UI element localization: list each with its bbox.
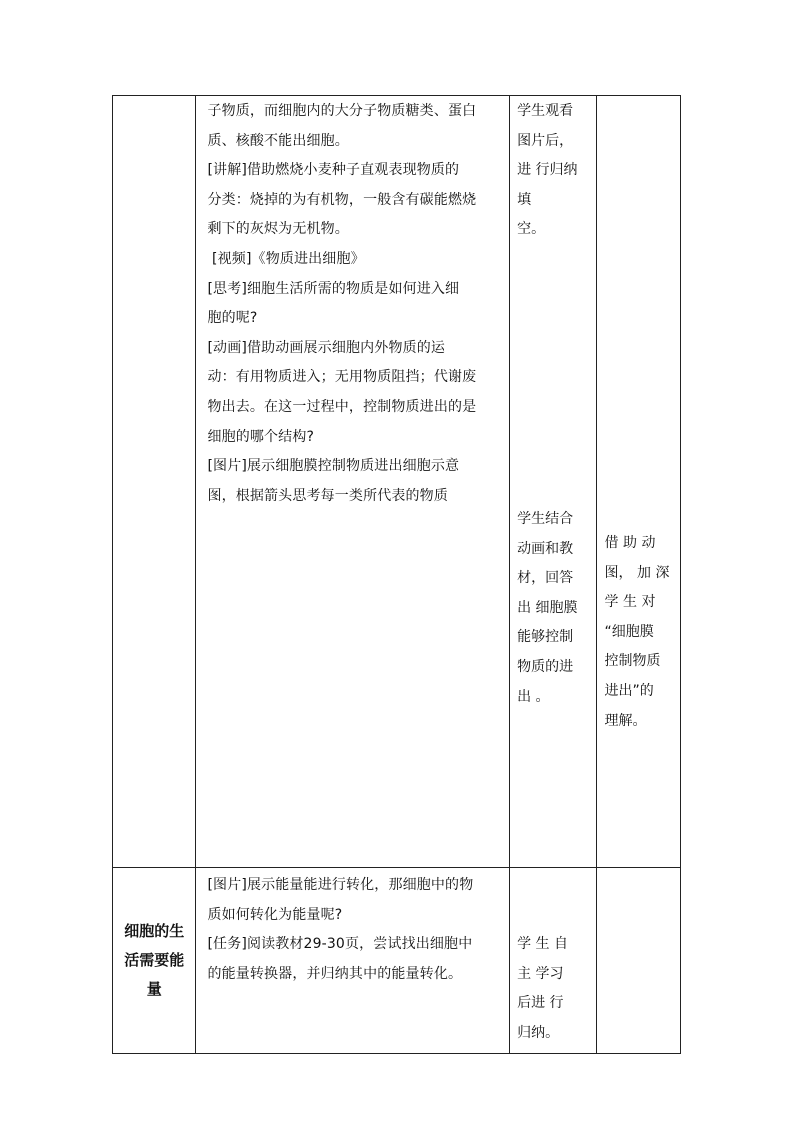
activity-line: 物质的进 xyxy=(517,658,574,675)
design-intent-cell xyxy=(596,868,680,1054)
content-line: [图片]展示细胞膜控制物质进出细胞示意 xyxy=(207,458,460,475)
activity-line: 学 生 自 xyxy=(517,936,568,952)
intent-line: 学 生 对 xyxy=(604,594,656,611)
activity-line: 填 xyxy=(517,191,532,208)
content-line: 动：有用物质进入；无用物质阻挡；代谢废 xyxy=(207,369,477,386)
content-line: 图，根据箭头思考每一类所代表的物质 xyxy=(207,487,448,504)
activity-line: 进 行归纳 xyxy=(517,162,578,179)
content-line: 的能量转换器，并归纳其中的能量转化。 xyxy=(207,965,463,982)
intent-line: 控制物质 xyxy=(604,653,661,670)
teacher-activity-cell xyxy=(196,96,510,868)
content-line: [动画]借助动画展示细胞内外物质的运 xyxy=(207,339,446,356)
activity-line: 空。 xyxy=(517,221,546,238)
content-line: [任务]阅读教材29-30页，尝试找出细胞中 xyxy=(207,936,473,953)
content-line: 质、核酸不能出细胞。 xyxy=(207,132,349,149)
topic-line: 细胞的生 xyxy=(124,922,185,940)
activity-line: 出 细胞膜 xyxy=(517,599,578,616)
content-line: 剩下的灰烬为无机物。 xyxy=(207,221,349,238)
content-line: [视频]《物质进出细胞》 xyxy=(207,250,365,267)
topic-line: 活需要能 xyxy=(124,951,185,969)
content-line: 细胞的哪个结构? xyxy=(207,428,315,445)
content-line: [讲解]借助燃烧小麦种子直观表现物质的 xyxy=(207,162,460,179)
activity-line: 主 学习 xyxy=(517,965,564,982)
student-activity-cell xyxy=(510,96,596,868)
intent-line: 图， 加 深 xyxy=(604,564,670,581)
intent-line: 借 助 动 xyxy=(604,535,656,551)
table-row xyxy=(113,868,681,1054)
student-activity-cell xyxy=(510,868,596,1054)
table-row xyxy=(113,96,681,868)
intent-line: 进出”的 xyxy=(604,682,654,699)
activity-line: 归纳。 xyxy=(517,1024,560,1041)
activity-line: 学生结合 xyxy=(517,510,574,527)
activity-line: 能够控制 xyxy=(517,629,574,646)
activity-line: 出 。 xyxy=(517,688,550,705)
topic-line: 量 xyxy=(146,980,162,998)
content-line: 胞的呢? xyxy=(207,310,258,327)
content-line: 分类：烧掉的为有机物，一般含有碳能燃烧 xyxy=(207,191,477,208)
content-line: 质如何转化为能量呢? xyxy=(207,906,343,923)
activity-line: 后进 行 xyxy=(517,995,564,1012)
lesson-plan-table xyxy=(112,95,681,1054)
content-line: [图片]展示能量能进行转化，那细胞中的物 xyxy=(207,877,474,893)
activity-line: 动画和教 xyxy=(517,540,574,557)
content-line: 物出去。在这一过程中，控制物质进出的是 xyxy=(207,398,477,415)
content-line: 子物质，而细胞内的大分子物质糖类、蛋白 xyxy=(207,103,477,119)
design-intent-cell xyxy=(596,96,680,868)
activity-line: 图片后， xyxy=(517,132,574,149)
activity-line: 材，回答 xyxy=(517,570,574,587)
activity-line: 学生观看 xyxy=(517,103,574,119)
intent-line: 理解。 xyxy=(604,712,647,729)
topic-cell xyxy=(113,868,196,1054)
topic-cell xyxy=(113,96,196,868)
content-line: [思考]细胞生活所需的物质是如何进入细 xyxy=(207,280,460,297)
teacher-activity-cell xyxy=(196,868,510,1054)
intent-line: “细胞膜 xyxy=(604,623,654,640)
